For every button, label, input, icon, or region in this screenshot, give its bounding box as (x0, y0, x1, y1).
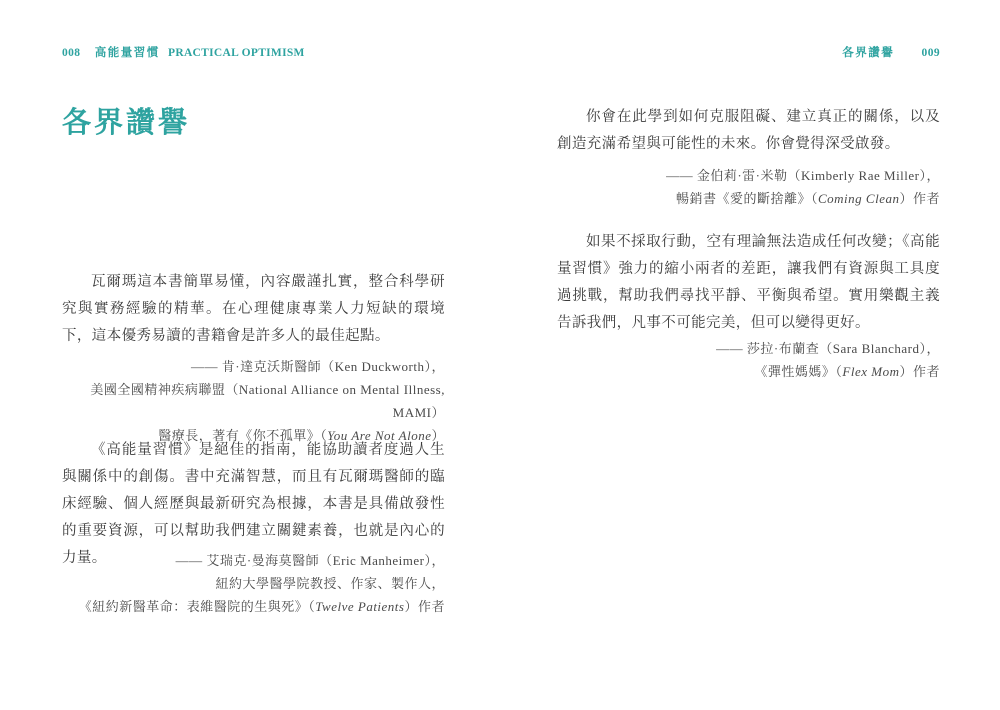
left-page (62, 0, 445, 710)
book-title-english: Coming Clean (818, 191, 900, 206)
attribution-credit-suffix: ）作者 (899, 364, 940, 379)
attribution-credit-suffix: ） (431, 428, 445, 443)
attribution-line (557, 187, 940, 210)
section-heading: 各界讚譽 (62, 107, 191, 139)
attribution-credit-suffix: ）作者 (404, 599, 445, 614)
attribution-affiliation: 紐約大學醫學院教授、作家、製作人， (215, 576, 445, 591)
endorsement-attribution-4 (557, 337, 940, 383)
endorsement-quote-3: 你會在此學到如何克服阻礙、建立真正的關係，以及創造充滿希望與可能性的未來。你會覺得深受啟發。 (557, 109, 940, 152)
attribution-credit: 《紐約新醫革命：表維醫院的生與死》（ (78, 599, 316, 614)
endorsement-quote-1: 瓦爾瑪這本書簡單易懂，內容嚴謹扎實，整合科學研究與實務經驗的精華。在心理健康專業人力短缺的環境下，這本優秀易讀的書籍會是許多人的最佳起點。 (62, 274, 445, 344)
attribution-line (62, 378, 445, 424)
attribution-line (62, 549, 445, 572)
attribution-line (62, 572, 445, 595)
page-number-left: 008 (62, 47, 81, 59)
endorsement-attribution-3 (557, 164, 940, 210)
running-head-section-title: 各界讚譽 (842, 47, 895, 59)
attribution-credit: 醫療長，著有《你不孤單》（ (158, 428, 328, 443)
attribution-author: —— 莎拉·布蘭查（Sara Blanchard）， (716, 341, 940, 356)
attribution-author: —— 艾瑞克·曼海莫醫師（Eric Manheimer）， (175, 553, 445, 568)
book-title-english: Twelve Patients (315, 599, 405, 614)
running-head-book-title-en: PRACTICAL OPTIMISM (168, 47, 305, 59)
running-head-book-title-zh: 高能量習慣 (94, 47, 160, 59)
attribution-author: —— 肯·達克沃斯醫師（Ken Duckworth）， (191, 359, 445, 374)
page-number-right: 009 (921, 47, 940, 59)
attribution-affiliation: 美國全國精神疾病聯盟（National Alliance on Mental Illness, MAMI） (90, 382, 445, 420)
endorsement-quote-2: 《高能量習慣》是絕佳的指南，能協助讀者度過人生與關係中的創傷。書中充滿智慧，而且有瓦爾瑪醫師的臨床經驗、個人經歷與最新研究為根據，本書是具備啟發性的重要資源，可以幫助我們建立關鍵素養，也就是內心的力量。 (62, 442, 445, 566)
endorsement-attribution-2 (62, 549, 445, 618)
attribution-credit-suffix: ）作者 (899, 191, 940, 206)
book-title-english: You Are Not Alone (327, 428, 432, 443)
attribution-line (557, 360, 940, 383)
attribution-line (557, 337, 940, 360)
right-page (557, 0, 940, 710)
attribution-line (62, 595, 445, 618)
endorsement-quote-4: 如果不採取行動，空有理論無法造成任何改變；《高能量習慣》強力的縮小兩者的差距，讓我們有資源與工具度過挑戰，幫助我們尋找平靜、平衡與希望。實用樂觀主義告訴我們，凡事不可能完美，但可以變得更好。 (557, 234, 940, 331)
book-title-english: Flex Mom (842, 364, 900, 379)
attribution-credit: 暢銷書《愛的斷捨離》（ (675, 191, 818, 206)
attribution-line (557, 164, 940, 187)
endorsement-attribution-1 (62, 355, 445, 447)
attribution-author: —— 金伯莉·雷·米勒（Kimberly Rae Miller）， (666, 168, 940, 183)
attribution-line (62, 355, 445, 378)
attribution-credit: 《彈性媽媽》（ (754, 364, 843, 379)
